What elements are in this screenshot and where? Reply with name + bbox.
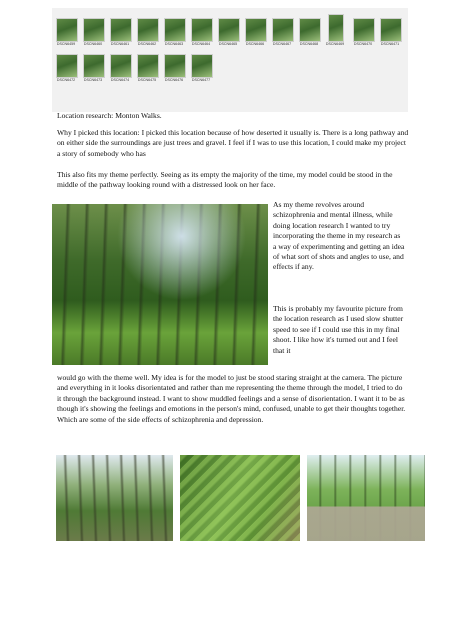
slow-shutter-forest-photo <box>52 204 268 365</box>
paragraph-location-reason: Why I picked this location: I picked this location because of how deserted it usually is. There is a long pathway and on either side the surroundings are just trees and gravel. I feel if I was to use this location, I could make my project a story of somebody who has <box>57 128 409 158</box>
thumbnail <box>56 18 78 42</box>
thumbnail <box>328 14 344 42</box>
thumbnail <box>137 54 159 78</box>
thumbnail <box>218 18 240 42</box>
thumbnail-label: DSCN6474 <box>110 78 130 82</box>
thumbnail-label: DSCN6469 <box>325 42 345 46</box>
thumbnail-label: DSCN6465 <box>218 42 238 46</box>
thumbnail <box>137 18 159 42</box>
thumbnail-label: DSCN6464 <box>191 42 211 46</box>
thumbnail <box>110 18 132 42</box>
thumbnail-label: DSCN6466 <box>245 42 265 46</box>
thumbnail-label: DSCN6472 <box>56 78 76 82</box>
thumbnail-label: DSCN6460 <box>83 42 103 46</box>
thumbnail <box>56 54 78 78</box>
thumbnail <box>83 18 105 42</box>
thumbnail <box>272 18 294 42</box>
pathway-photo <box>307 455 425 541</box>
thumbnail-label: DSCN6477 <box>191 78 211 82</box>
thumbnail <box>191 54 213 78</box>
thumbnail-label: DSCN6463 <box>164 42 184 46</box>
thumbnail <box>164 54 186 78</box>
thumbnail <box>83 54 105 78</box>
thumbnail <box>380 18 402 42</box>
ferns-photo <box>180 455 300 541</box>
paragraph-model-idea: would go with the theme well. My idea is for the model to just be stood staring straight at the camera. The picture and everything in it looks disorientated and rather than me representing the theme through the model, I tried to do it through the background instead. I want to show muddled feelings and a sense of disorientation. I want it to be as though it's showing the feelings and emotions in the person's mind, confused, unable to get their thoughts together. Which are some of the side effects of schizophrenia and depression. <box>57 373 406 424</box>
thumbnail-label: DSCN6471 <box>380 42 400 46</box>
thumbnail <box>353 18 375 42</box>
thumbnail <box>191 18 213 42</box>
paragraph-theme-research: As my theme revolves around schizophrenia and mental illness, while doing location research I wanted to try incorporating the theme in my research as a way of experimenting and getting an idea of what sort of shots and angles to use, and effects if any. <box>273 200 405 272</box>
thumbnail-label: DSCN6468 <box>299 42 319 46</box>
thumbnail-label: DSCN6462 <box>137 42 157 46</box>
thumbnail-label: DSCN6470 <box>353 42 373 46</box>
thumbnail <box>245 18 267 42</box>
paragraph-theme-fit: This also fits my theme perfectly. Seeing as its empty the majority of the time, my model could be stood in the middle of the pathway looking round with a distressed look on her face. <box>57 170 393 190</box>
thumbnail-label: DSCN6461 <box>110 42 130 46</box>
thumbnail <box>164 18 186 42</box>
thumbnail-label: DSCN6475 <box>137 78 157 82</box>
thumbnail <box>110 54 132 78</box>
woodland-photo <box>56 455 173 541</box>
thumbnail-label: DSCN6467 <box>272 42 292 46</box>
paragraph-favourite-picture: This is probably my favourite picture from the location research as I used slow shutter speed to see if I could use this in my final shoot. I like how it's turned out and I feel that it <box>273 304 404 355</box>
thumbnail <box>299 18 321 42</box>
thumbnail-label: DSCN6473 <box>83 78 103 82</box>
contact-sheet <box>52 8 408 112</box>
thumbnail-label: DSCN6459 <box>56 42 76 46</box>
document-title: Location research: Monton Walks. <box>57 111 162 120</box>
thumbnail-label: DSCN6476 <box>164 78 184 82</box>
